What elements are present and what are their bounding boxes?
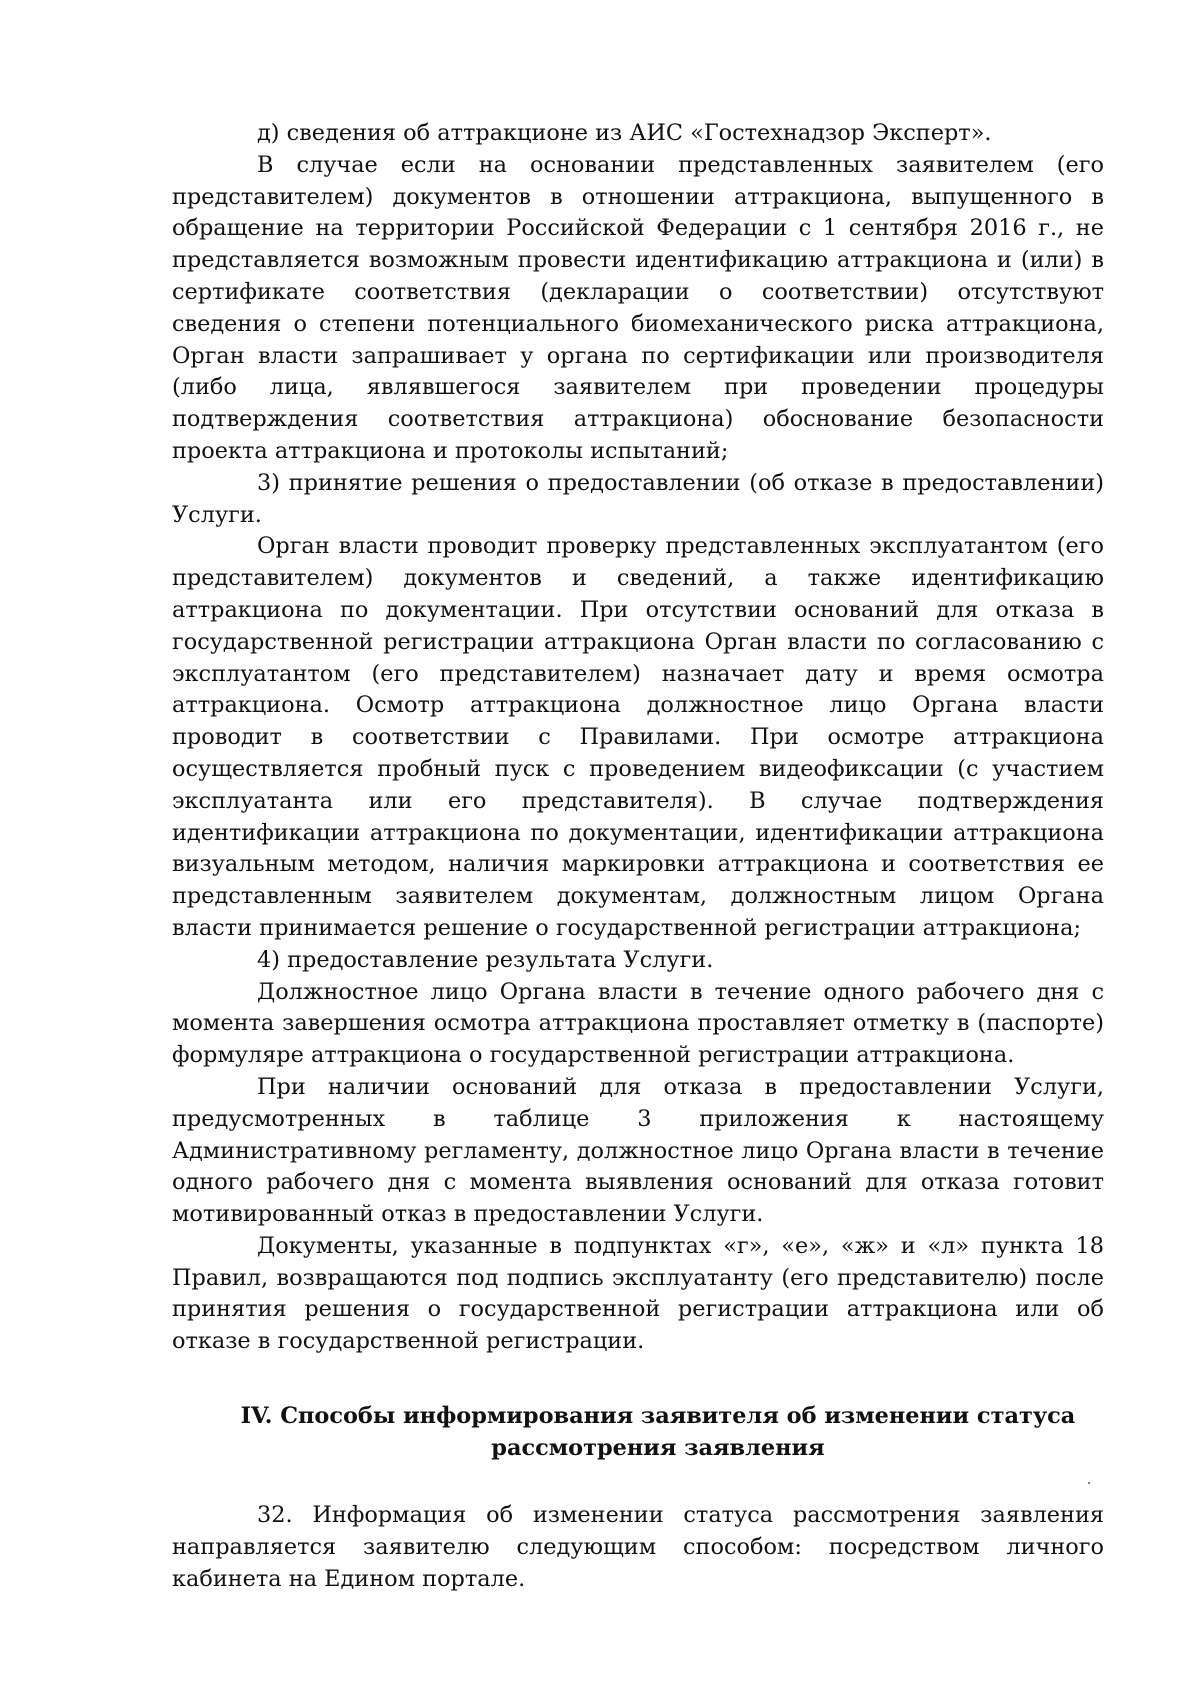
paragraph-refusal: При наличии оснований для отказа в предоставлении Услуги, предусмотренных в таблице 3 приложения к настоящему Административному регламенту, должностное лицо Органа власти в течение одного рабочего дня с момента выявления оснований для отказа готовит мотивированный отказ в предоставлении Услуги. [172,1073,1104,1228]
scan-speck [1088,1482,1090,1484]
paragraph-documents-return: Документы, указанные в подпунктах «г», «е», «ж» и «л» пункта 18 Правил, возвращаются под подпись эксплуатанту (его представителю) после принятия решения о государственной регистрации аттракциона или об отказе в государственной регистрации. [172,1232,1104,1355]
paragraph-inspection: Орган власти проводит проверку представленных эксплуатантом (его представителем) документов и сведений, а также идентификацию аттракциона по документации. При отсутствии оснований для отказа в государственной регистрации аттракциона Орган власти по согласованию с эксплуатантом (его представителем) назначает дату и время осмотра аттракциона. Осмотр аттракциона должностное лицо Органа власти проводит в соответствии с Правилами. При осмотре аттракциона осуществляется пробный пуск с проведением видеофиксации (с участием эксплуатанта или его представителя). В случае подтверждения идентификации аттракциона по документации, идентификации аттракциона визуальным методом, наличия маркировки аттракциона и соответствия ее представленным заявителем документам, должностным лицом Органа власти принимается решение о государственной регистрации аттракциона; [172,533,1104,941]
section-heading-line-1: IV. Способы информирования заявителя об изменении статуса [240,1403,1076,1430]
paragraph-identification-request: В случае если на основании представленных заявителем (его представителем) документов в отношении аттракциона, выпущенного в обращение на территории Российской Федерации с 1 сентября 2016 г., не представляется возможным провести идентификацию аттракциона и (или) в сертификате соответствия (декларации о соответствии) отсутствуют сведения о степени потенциального биомеханического риска аттракциона, Орган власти запрашивает у органа по сертификации или производителя (либо лица, являвшегося заявителем при проведении процедуры подтверждения соответствия аттракциона) обоснование безопасности проекта аттракциона и протоколы испытаний; [172,151,1104,464]
document-body [172,118,1104,1595]
paragraph-32: 32. Информация об изменении статуса рассмотрения заявления направляется заявителю следующим способом: посредством личного кабинета на Едином портале. [172,1502,1104,1592]
paragraph-item-d: д) сведения об аттракционе из АИС «Гостехнадзор Эксперт». [257,120,992,146]
paragraph-step-3: 3) принятие решения о предоставлении (об отказе в предоставлении) Услуги. [172,469,1104,528]
section-heading [172,1400,1104,1464]
section-heading-line-2: рассмотрения заявления [491,1435,825,1462]
paragraph-step-4: 4) предоставление результата Услуги. [257,946,714,973]
paragraph-registration-mark: Должностное лицо Органа власти в течение одного рабочего дня с момента завершения осмотра аттракциона проставляет отметку в (паспорте) формуляре аттракциона о государственной регистрации аттракциона. [172,978,1104,1069]
